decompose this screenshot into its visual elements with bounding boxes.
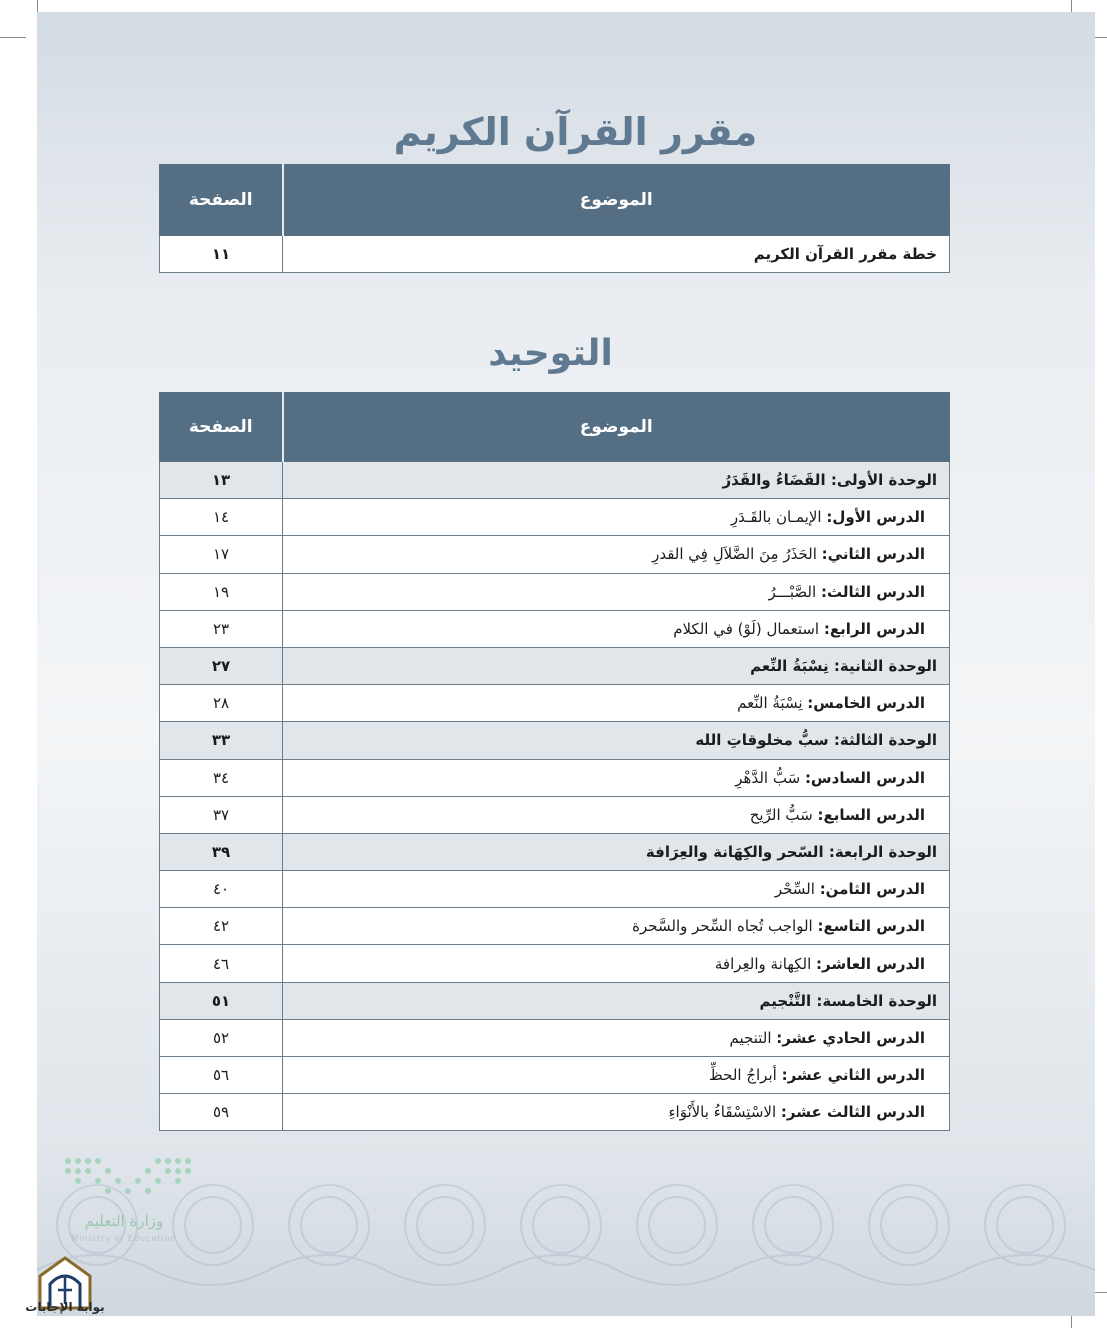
row-page: ١٣ [160, 462, 283, 499]
section-title-quran: مقرر القرآن الكريم [393, 110, 758, 154]
table-row-lesson[interactable] [160, 759, 950, 796]
table-header-row [160, 165, 950, 236]
row-topic [283, 833, 950, 870]
table-row-lesson[interactable] [160, 1019, 950, 1056]
row-label: الدرس الثامن: [819, 880, 925, 899]
row-title: الصَّبْـــرُ [768, 582, 817, 601]
row-title: نِسْبَةُ النِّعم [737, 694, 803, 713]
row-topic [283, 647, 950, 684]
row-label: الدرس العاشر: [816, 954, 925, 973]
row-title: السّحر والكِهَانة والعِرَافة [645, 842, 824, 861]
row-page: ٢٣ [160, 610, 283, 647]
row-topic [283, 462, 950, 499]
row-label: الوحدة الثانية: [833, 657, 937, 676]
row-page: ٢٨ [160, 685, 283, 722]
row-topic [283, 499, 950, 536]
row-topic [283, 1057, 950, 1094]
row-page: ٢٧ [160, 647, 283, 684]
header-topic: الموضوع [283, 393, 950, 462]
row-topic [283, 610, 950, 647]
row-label: الدرس الأول: [826, 508, 925, 527]
row-topic [283, 573, 950, 610]
table-row-unit[interactable] [160, 647, 950, 684]
row-label: الوحدة الرابعة: [828, 842, 937, 861]
row-label: الدرس الثالث: [820, 582, 925, 601]
row-label: الدرس الخامس: [807, 694, 925, 713]
row-topic [283, 1094, 950, 1131]
row-page: ٣٣ [160, 722, 283, 759]
row-page: ١٩ [160, 573, 283, 610]
row-topic [283, 536, 950, 573]
row-label: الدرس الثاني عشر: [781, 1066, 925, 1085]
row-page: ١٤ [160, 499, 283, 536]
table-row-lesson[interactable] [160, 1057, 950, 1094]
row-page: ٣٩ [160, 833, 283, 870]
row-label: الدرس الرابع: [823, 619, 925, 638]
row-topic [283, 722, 950, 759]
table-row-lesson[interactable] [160, 871, 950, 908]
row-label: الدرس السادس: [804, 768, 925, 787]
toc-table-tawheed [159, 392, 950, 1131]
row-page: ٣٤ [160, 759, 283, 796]
row-title: سبُّ مخلوقاتِ الله [695, 731, 829, 750]
row-title: التَّنْجيم [759, 991, 812, 1010]
row-title: التنجيم [729, 1028, 772, 1047]
header-page: الصفحة [160, 165, 283, 236]
row-title: الاسْتِسْقَاءُ بالأَنْوَاءِ [668, 1103, 777, 1122]
table-row-lesson[interactable] [160, 610, 950, 647]
row-title: أبراجُ الحظِّ [708, 1066, 777, 1085]
toc-table-quran [159, 164, 950, 273]
header-page: الصفحة [160, 393, 283, 462]
header-topic: الموضوع [283, 165, 950, 236]
row-title: الإيمـان بالقَـدَرِ [730, 508, 822, 527]
row-page: ٤٦ [160, 945, 283, 982]
table-row-lesson[interactable] [160, 685, 950, 722]
row-page: ٥٢ [160, 1019, 283, 1056]
row-page: ١١ [160, 236, 283, 273]
table-header-row [160, 393, 950, 462]
row-topic [283, 685, 950, 722]
row-topic [283, 1019, 950, 1056]
row-topic [283, 982, 950, 1019]
row-title: السِّحْر [774, 880, 815, 899]
row-page: ٥٦ [160, 1057, 283, 1094]
row-page: ١٧ [160, 536, 283, 573]
row-label: الدرس الثاني: [821, 545, 925, 564]
table-row-lesson[interactable] [160, 945, 950, 982]
row-page: ٥١ [160, 982, 283, 1019]
row-title: القَضَاءُ والقَدَرُ [722, 471, 826, 490]
row-page: ٤٠ [160, 871, 283, 908]
row-label: الوحدة الخامسة: [816, 991, 937, 1010]
row-topic [283, 908, 950, 945]
table-row-unit[interactable] [160, 833, 950, 870]
row-label: الدرس الثالث عشر: [780, 1103, 925, 1122]
ministry-logo-icon [62, 1155, 202, 1211]
table-row-lesson[interactable] [160, 499, 950, 536]
table-row-unit[interactable] [160, 722, 950, 759]
section-title-tawheed: التوحيد [488, 333, 613, 374]
row-title: الكِهانة والعِرافة [714, 954, 812, 973]
row-title: الحَذَرُ مِنَ الضَّلاَلِ فِي القدرِ [652, 545, 817, 564]
table-row-lesson[interactable] [160, 573, 950, 610]
portal-badge-label: بوابة الإجابات [25, 1300, 105, 1314]
row-topic [283, 796, 950, 833]
table-row-lesson[interactable] [160, 908, 950, 945]
table-row-lesson[interactable] [160, 536, 950, 573]
crop-mark [0, 37, 26, 38]
row-topic [283, 759, 950, 796]
row-topic [283, 945, 950, 982]
row-label: الوحدة الثالثة: [833, 731, 937, 750]
ministry-name-en: Ministry of Education [71, 1234, 177, 1243]
table-row-lesson[interactable] [160, 1094, 950, 1131]
ministry-name: وزارة التعليم [84, 1212, 164, 1230]
row-title: نِسْبَةُ النِّعم [750, 657, 829, 676]
row-topic: خطة مقرر القرآن الكريم [283, 236, 950, 273]
row-topic [283, 871, 950, 908]
row-title: سَبُّ الدَّهْرِ [735, 768, 801, 787]
table-row-lesson[interactable] [160, 796, 950, 833]
row-label: الدرس السابع: [817, 805, 925, 824]
row-title: الواجب تُجاه السِّحر والسَّحرة [632, 917, 813, 936]
table-row-unit[interactable] [160, 462, 950, 499]
row-label: الوحدة الأولى: [830, 471, 937, 490]
row-page: ٤٢ [160, 908, 283, 945]
row-title: استعمال (لَوْ) في الكلام [673, 619, 820, 638]
row-page: ٥٩ [160, 1094, 283, 1131]
row-label: الدرس التاسع: [817, 917, 925, 936]
row-page: ٣٧ [160, 796, 283, 833]
row-label: الدرس الحادي عشر: [776, 1028, 925, 1047]
table-row-unit[interactable] [160, 982, 950, 1019]
row-title: سَبُّ الرِّيح [749, 805, 813, 824]
table-row[interactable] [160, 236, 950, 273]
